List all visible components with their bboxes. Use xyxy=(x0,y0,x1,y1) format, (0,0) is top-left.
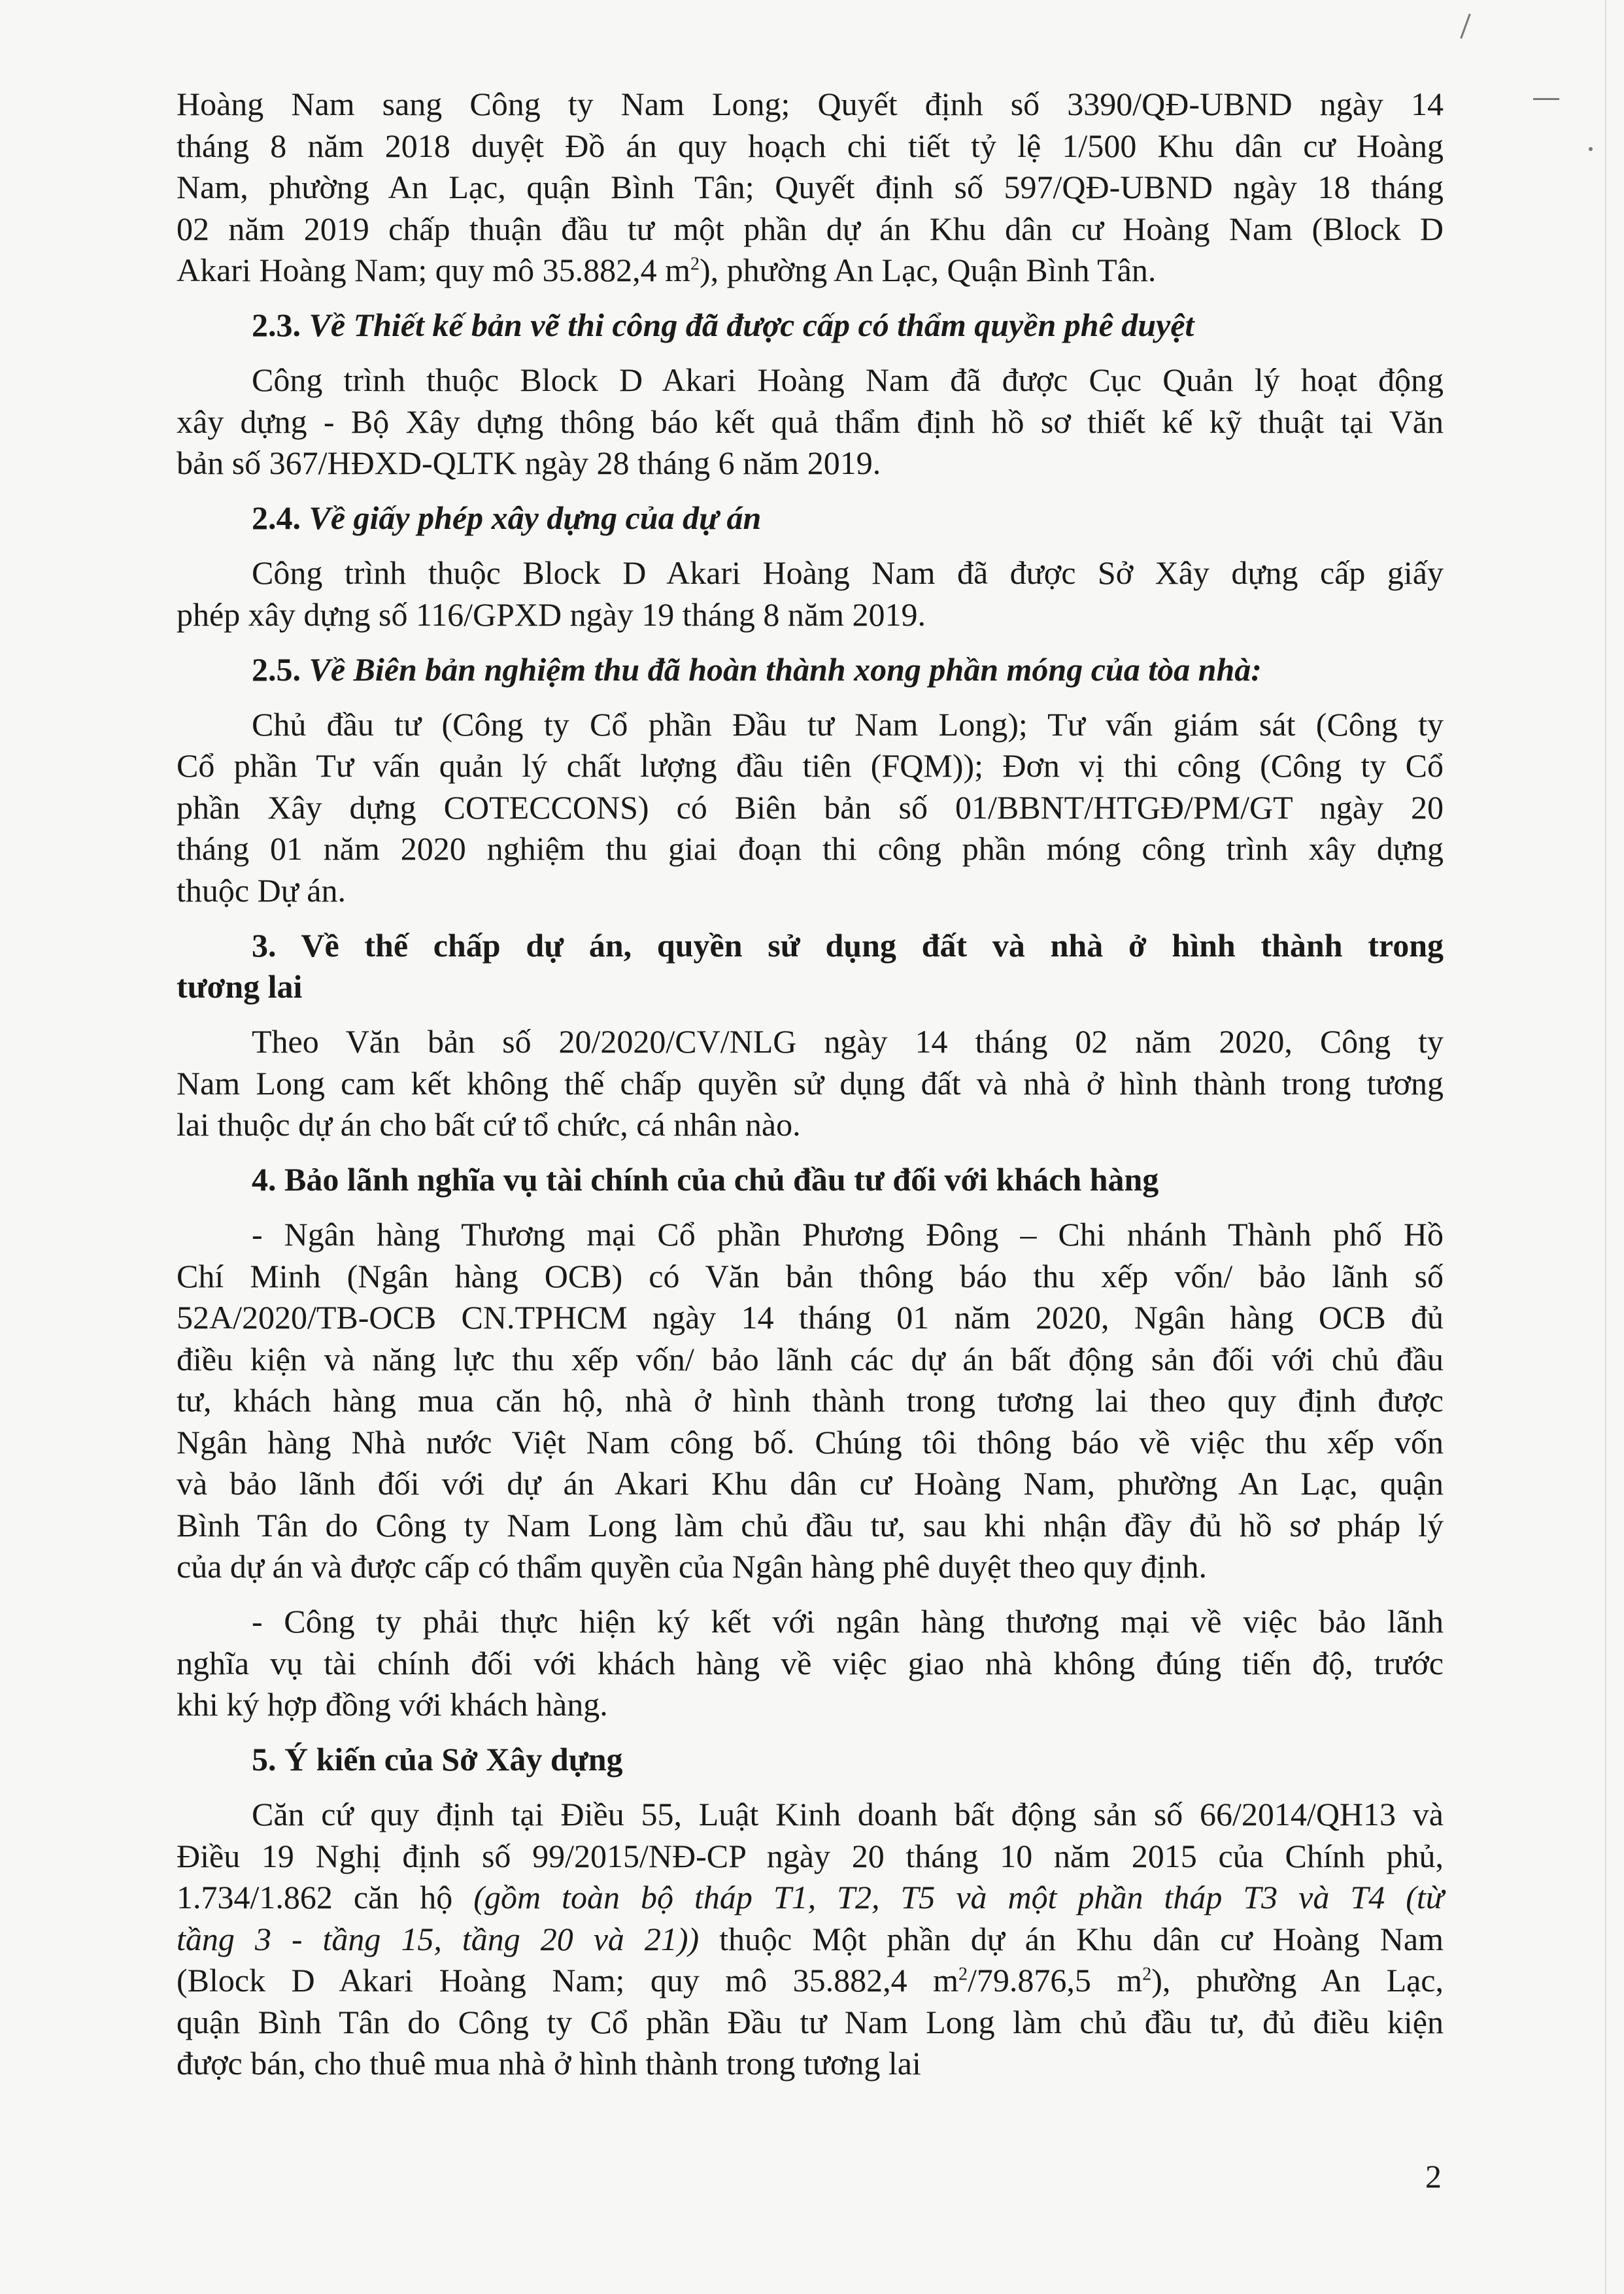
text-segment: xây dựng - Bộ Xây dựng thông báo kết quả thẩm định hồ sơ thiết kế kỹ thuật tại Văn xyxy=(177,403,1444,440)
text-segment: 52A/2020/TB-OCB CN.TPHCM ngày 14 tháng 01 năm 2020, Ngân hàng OCB đủ xyxy=(177,1299,1444,1336)
text-line xyxy=(177,1214,1444,1256)
text-line xyxy=(177,167,1444,209)
text-segment: 5. Ý kiến của Sở Xây dựng xyxy=(252,1741,623,1778)
section-heading xyxy=(177,1159,1444,1201)
text-segment: Hoàng Nam sang Công ty Nam Long; Quyết định số 3390/QĐ-UBND ngày 14 xyxy=(177,86,1444,122)
section-heading xyxy=(177,498,1444,539)
text-line xyxy=(177,1380,1444,1422)
text-line xyxy=(177,1601,1444,1643)
page-number: 2 xyxy=(1425,2158,1442,2195)
text-line xyxy=(177,966,1444,1008)
text-line xyxy=(177,1643,1444,1685)
paragraph xyxy=(177,552,1444,635)
text-segment: (Block D Akari Hoàng Nam; quy mô 35.882,4 m xyxy=(177,1962,958,1999)
superscript: 2 xyxy=(1142,1964,1152,1985)
text-segment: 2.4. xyxy=(252,499,309,536)
section-heading xyxy=(177,1739,1444,1781)
text-segment: khi ký hợp đồng với khách hàng. xyxy=(177,1686,608,1723)
text-segment: 2.5. xyxy=(252,650,309,688)
text-line xyxy=(177,1339,1444,1381)
text-segment: bản số 367/HĐXD-QLTK ngày 28 tháng 6 năm 2019. xyxy=(177,445,881,481)
scan-edge xyxy=(1605,0,1606,2294)
text-segment: Công trình thuộc Block D Akari Hoàng Nam đã được Cục Quản lý hoạt động xyxy=(252,362,1444,398)
text-segment: Công trình thuộc Block D Akari Hoàng Nam đã được Sở Xây dựng cấp giấy xyxy=(252,554,1444,591)
text-line xyxy=(177,704,1444,746)
text-segment: tư, khách hàng mua căn hộ, nhà ở hình thành trong tương lai theo quy định được xyxy=(177,1382,1444,1419)
text-segment: phép xây dựng số 116/GPXD ngày 19 tháng 8 năm 2019. xyxy=(177,596,926,633)
text-line xyxy=(177,126,1444,167)
text-segment: - Ngân hàng Thương mại Cổ phần Phương Đông – Chi nhánh Thành phố Hồ xyxy=(252,1216,1444,1253)
text-segment: ), phường An Lạc, xyxy=(1151,1962,1444,1999)
superscript: 2 xyxy=(690,254,700,275)
text-segment: Cổ phần Tư vấn quản lý chất lượng đầu tiên (FQM)); Đơn vị thi công (Công ty Cổ xyxy=(177,747,1444,784)
text-segment: Ngân hàng Nhà nước Việt Nam công bố. Chúng tôi thông báo về việc thu xếp vốn xyxy=(177,1423,1444,1460)
paragraph xyxy=(177,1021,1444,1146)
text-line xyxy=(177,209,1444,250)
text-segment: thuộc Dự án. xyxy=(177,871,346,909)
text-segment: - Công ty phải thực hiện ký kết với ngân hàng thương mại về việc bảo lãnh xyxy=(252,1603,1444,1640)
text-segment: Nam Long cam kết không thế chấp quyền sử dụng đất và nhà ở hình thành trong tương xyxy=(177,1064,1444,1102)
scan-mark xyxy=(1589,147,1593,151)
text-segment: Chủ đầu tư (Công ty Cổ phần Đầu tư Nam Long); Tư vấn giám sát (Công ty xyxy=(252,705,1444,743)
text-segment: 4. Bảo lãnh nghĩa vụ tài chính của chủ đầu tư đối với khách hàng xyxy=(252,1161,1159,1198)
text-line xyxy=(177,552,1444,594)
text-line xyxy=(177,1794,1444,1836)
text-line xyxy=(177,745,1444,787)
text-segment: /79.876,5 m xyxy=(967,1962,1143,1999)
text-line xyxy=(177,1836,1444,1878)
text-line xyxy=(177,870,1444,912)
text-segment: Căn cứ quy định tại Điều 55, Luật Kinh doanh bất động sản số 66/2014/QH13 và xyxy=(252,1796,1444,1832)
text-line xyxy=(177,250,1444,292)
text-line xyxy=(177,2043,1444,2085)
text-segment: 02 năm 2019 chấp thuận đầu tư một phần dự án Khu dân cư Hoàng Nam (Block D xyxy=(177,210,1444,247)
text-segment: của dự án và được cấp có thẩm quyền của Ngân hàng phê duyệt theo quy định. xyxy=(177,1548,1207,1585)
text-line xyxy=(177,1919,1444,1961)
scan-mark xyxy=(1460,14,1471,39)
superscript: 2 xyxy=(958,1964,968,1985)
paragraph xyxy=(177,1214,1444,1588)
paragraph xyxy=(177,1794,1444,2085)
text-line xyxy=(177,1297,1444,1339)
text-segment: Nam, phường An Lạc, quận Bình Tân; Quyết định số 597/QĐ-UBND ngày 18 tháng xyxy=(177,169,1444,205)
text-segment: ), phường An Lạc, Quận Bình Tân. xyxy=(700,252,1157,288)
text-line xyxy=(177,305,1444,346)
text-segment: tầng 3 - tầng 15, tầng 20 và 21)) xyxy=(177,1920,700,1957)
text-line xyxy=(177,1159,1444,1201)
text-segment: Chí Minh (Ngân hàng OCB) có Văn bản thông báo thu xếp vốn/ bảo lãnh số xyxy=(177,1257,1444,1294)
text-line xyxy=(177,498,1444,539)
text-line xyxy=(177,1960,1444,2002)
text-segment: tương lai xyxy=(177,968,303,1005)
text-line xyxy=(177,649,1444,691)
text-segment: (gồm toàn bộ tháp T1, T2, T5 và một phần tháp T3 và T4 (từ xyxy=(473,1879,1444,1915)
text-line xyxy=(177,828,1444,870)
text-segment: tháng 01 năm 2020 nghiệm thu giai đoạn thi công phần móng công trình xây dựng xyxy=(177,830,1444,867)
text-line xyxy=(177,1104,1444,1146)
text-line xyxy=(177,925,1444,967)
text-segment: Về giấy phép xây dựng của dự án xyxy=(309,499,762,536)
section-heading xyxy=(177,649,1444,691)
section-heading xyxy=(177,305,1444,346)
text-segment: 1.734/1.862 căn hộ xyxy=(177,1879,474,1915)
text-segment: Bình Tân do Công ty Nam Long làm chủ đầu tư, sau khi nhận đầy đủ hồ sơ pháp lý xyxy=(177,1506,1444,1543)
paragraph xyxy=(177,704,1444,912)
section-heading xyxy=(177,925,1444,1008)
text-line xyxy=(177,84,1444,126)
text-segment: và bảo lãnh đối với dự án Akari Khu dân cư Hoàng Nam, phường An Lạc, quận xyxy=(177,1465,1444,1502)
text-line xyxy=(177,1684,1444,1726)
text-segment: Về Biên bản nghiệm thu đã hoàn thành xong phần móng của tòa nhà: xyxy=(309,650,1262,688)
text-line xyxy=(177,787,1444,829)
text-line xyxy=(177,1877,1444,1919)
text-line xyxy=(177,360,1444,401)
text-segment: 3. Về thế chấp dự án, quyền sử dụng đất và nhà ở hình thành trong xyxy=(252,926,1444,964)
text-segment: điều kiện và năng lực thu xếp vốn/ bảo lãnh các dự án bất động sản đối với chủ đầu xyxy=(177,1340,1444,1377)
text-segment: được bán, cho thuê mua nhà ở hình thành trong tương lai xyxy=(177,2045,921,2082)
text-segment: phần Xây dựng COTECCONS) có Biên bản số 01/BBNT/HTGĐ/PM/GT ngày 20 xyxy=(177,788,1444,826)
paragraph xyxy=(177,84,1444,292)
text-segment: Akari Hoàng Nam; quy mô 35.882,4 m xyxy=(177,252,691,288)
text-segment: thuộc Một phần dự án Khu dân cư Hoàng Nam xyxy=(699,1920,1444,1957)
text-line xyxy=(177,1546,1444,1588)
scan-mark xyxy=(1533,98,1559,100)
text-line xyxy=(177,1463,1444,1505)
document-body xyxy=(177,84,1444,2098)
text-line xyxy=(177,1256,1444,1298)
text-line xyxy=(177,1739,1444,1781)
text-line xyxy=(177,1505,1444,1547)
text-line xyxy=(177,443,1444,484)
text-segment: quận Bình Tân do Công ty Cổ phần Đầu tư Nam Long làm chủ đầu tư, đủ điều kiện xyxy=(177,2003,1444,2040)
text-segment: nghĩa vụ tài chính đối với khách hàng về việc giao nhà không đúng tiến độ, trước xyxy=(177,1644,1444,1681)
text-line xyxy=(177,1063,1444,1105)
text-segment: Theo Văn bản số 20/2020/CV/NLG ngày 14 tháng 02 năm 2020, Công ty xyxy=(252,1023,1444,1060)
text-line xyxy=(177,2002,1444,2044)
text-line xyxy=(177,1021,1444,1063)
text-segment: Về Thiết kế bản vẽ thi công đã được cấp có thẩm quyền phê duyệt xyxy=(309,307,1194,343)
paragraph xyxy=(177,360,1444,484)
text-segment: tháng 8 năm 2018 duyệt Đồ án quy hoạch chi tiết tỷ lệ 1/500 Khu dân cư Hoàng xyxy=(177,127,1444,164)
paragraph xyxy=(177,1601,1444,1726)
text-segment: 2.3. xyxy=(252,307,309,343)
text-line xyxy=(177,594,1444,636)
text-segment: Điều 19 Nghị định số 99/2015/NĐ-CP ngày 20 tháng 10 năm 2015 của Chính phủ, xyxy=(177,1837,1444,1874)
text-segment: lai thuộc dự án cho bất cứ tổ chức, cá nhân nào. xyxy=(177,1106,801,1143)
text-line xyxy=(177,401,1444,443)
text-line xyxy=(177,1422,1444,1464)
